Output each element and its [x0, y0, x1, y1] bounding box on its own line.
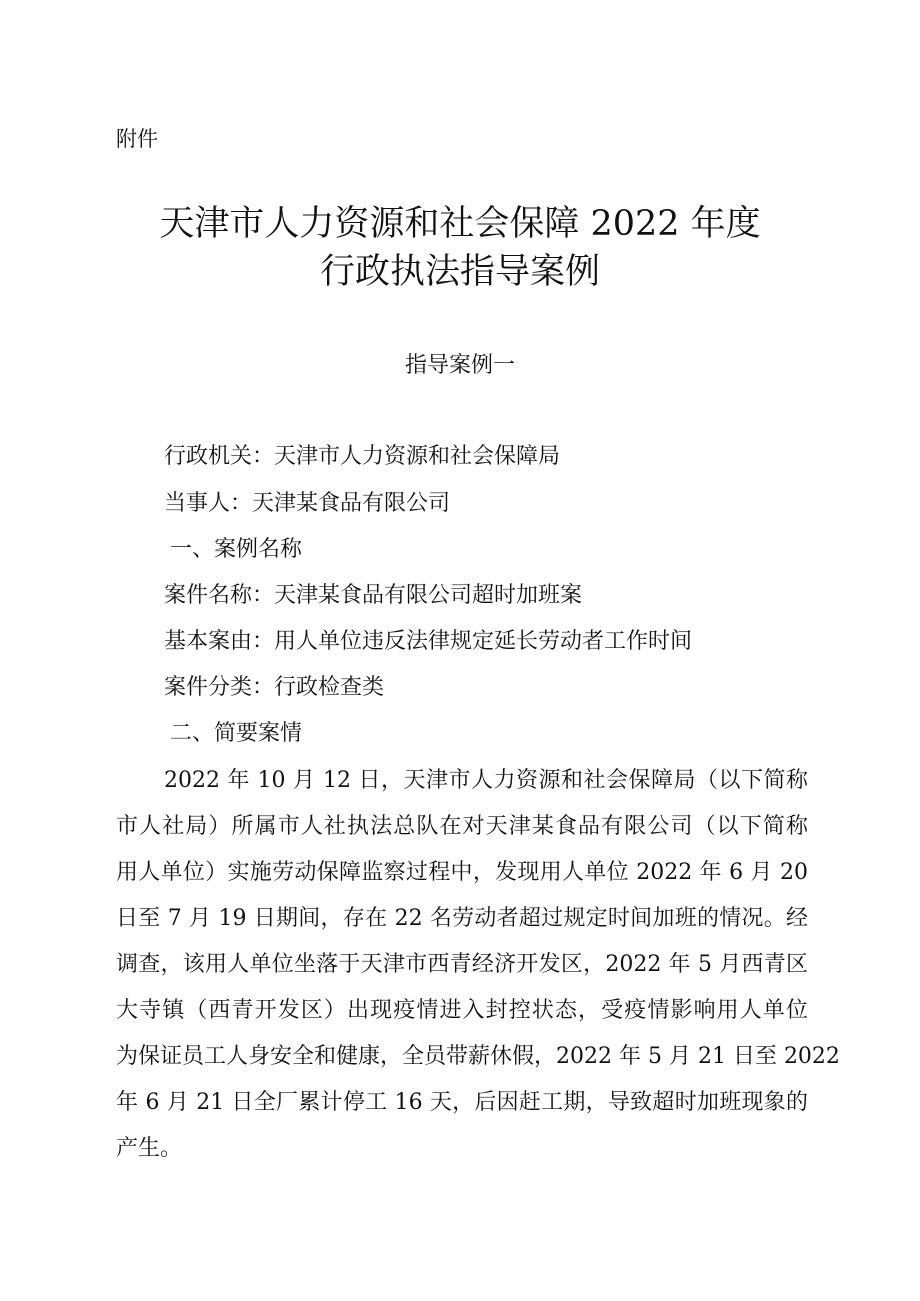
- section-heading-summary: 二、简要案情: [170, 721, 303, 746]
- case-category: 案件分类：行政检查类: [164, 675, 385, 700]
- summary-line-2: 市人社局）所属市人社执法总队在对天津某食品有限公司（以下简称: [116, 814, 808, 839]
- summary-line-1: 2022 年 10 月 12 日，天津市人力资源和社会保障局（以下简称: [164, 768, 808, 793]
- party: 当事人：天津某食品有限公司: [164, 491, 451, 516]
- summary-line-6: 大寺镇（西青开发区）出现疫情进入封控状态，受疫情影响用人单位: [116, 998, 808, 1023]
- case-name: 案件名称：天津某食品有限公司超时加班案: [164, 583, 583, 608]
- section-heading-case-name: 一、案例名称: [170, 537, 303, 562]
- summary-line-5: 调查，该用人单位坐落于天津市西青经济开发区，2022 年 5 月西青区: [116, 952, 808, 977]
- summary-line-8: 年 6 月 21 日全厂累计停工 16 天，后因赶工期，导致超时加班现象的: [116, 1090, 808, 1115]
- case-heading: 指导案例一: [404, 353, 515, 378]
- summary-line-3: 用人单位）实施劳动保障监察过程中，发现用人单位 2022 年 6 月 20: [116, 860, 808, 885]
- attachment-label: 附件: [116, 127, 158, 151]
- document-title-line-1: 天津市人力资源和社会保障 2022 年度: [159, 204, 761, 244]
- summary-line-4: 日至 7 月 19 日期间，存在 22 名劳动者超过规定时间加班的情况。经: [116, 906, 808, 931]
- case-cause: 基本案由：用人单位违反法律规定延长劳动者工作时间: [164, 629, 693, 654]
- summary-line-7: 为保证员工人身安全和健康，全员带薪休假，2022 年 5 月 21 日至 2022: [116, 1044, 840, 1069]
- summary-line-9: 产生。: [116, 1136, 183, 1161]
- administrative-agency: 行政机关：天津市人力资源和社会保障局: [164, 444, 561, 469]
- document-title-line-2: 行政执法指导案例: [319, 252, 600, 292]
